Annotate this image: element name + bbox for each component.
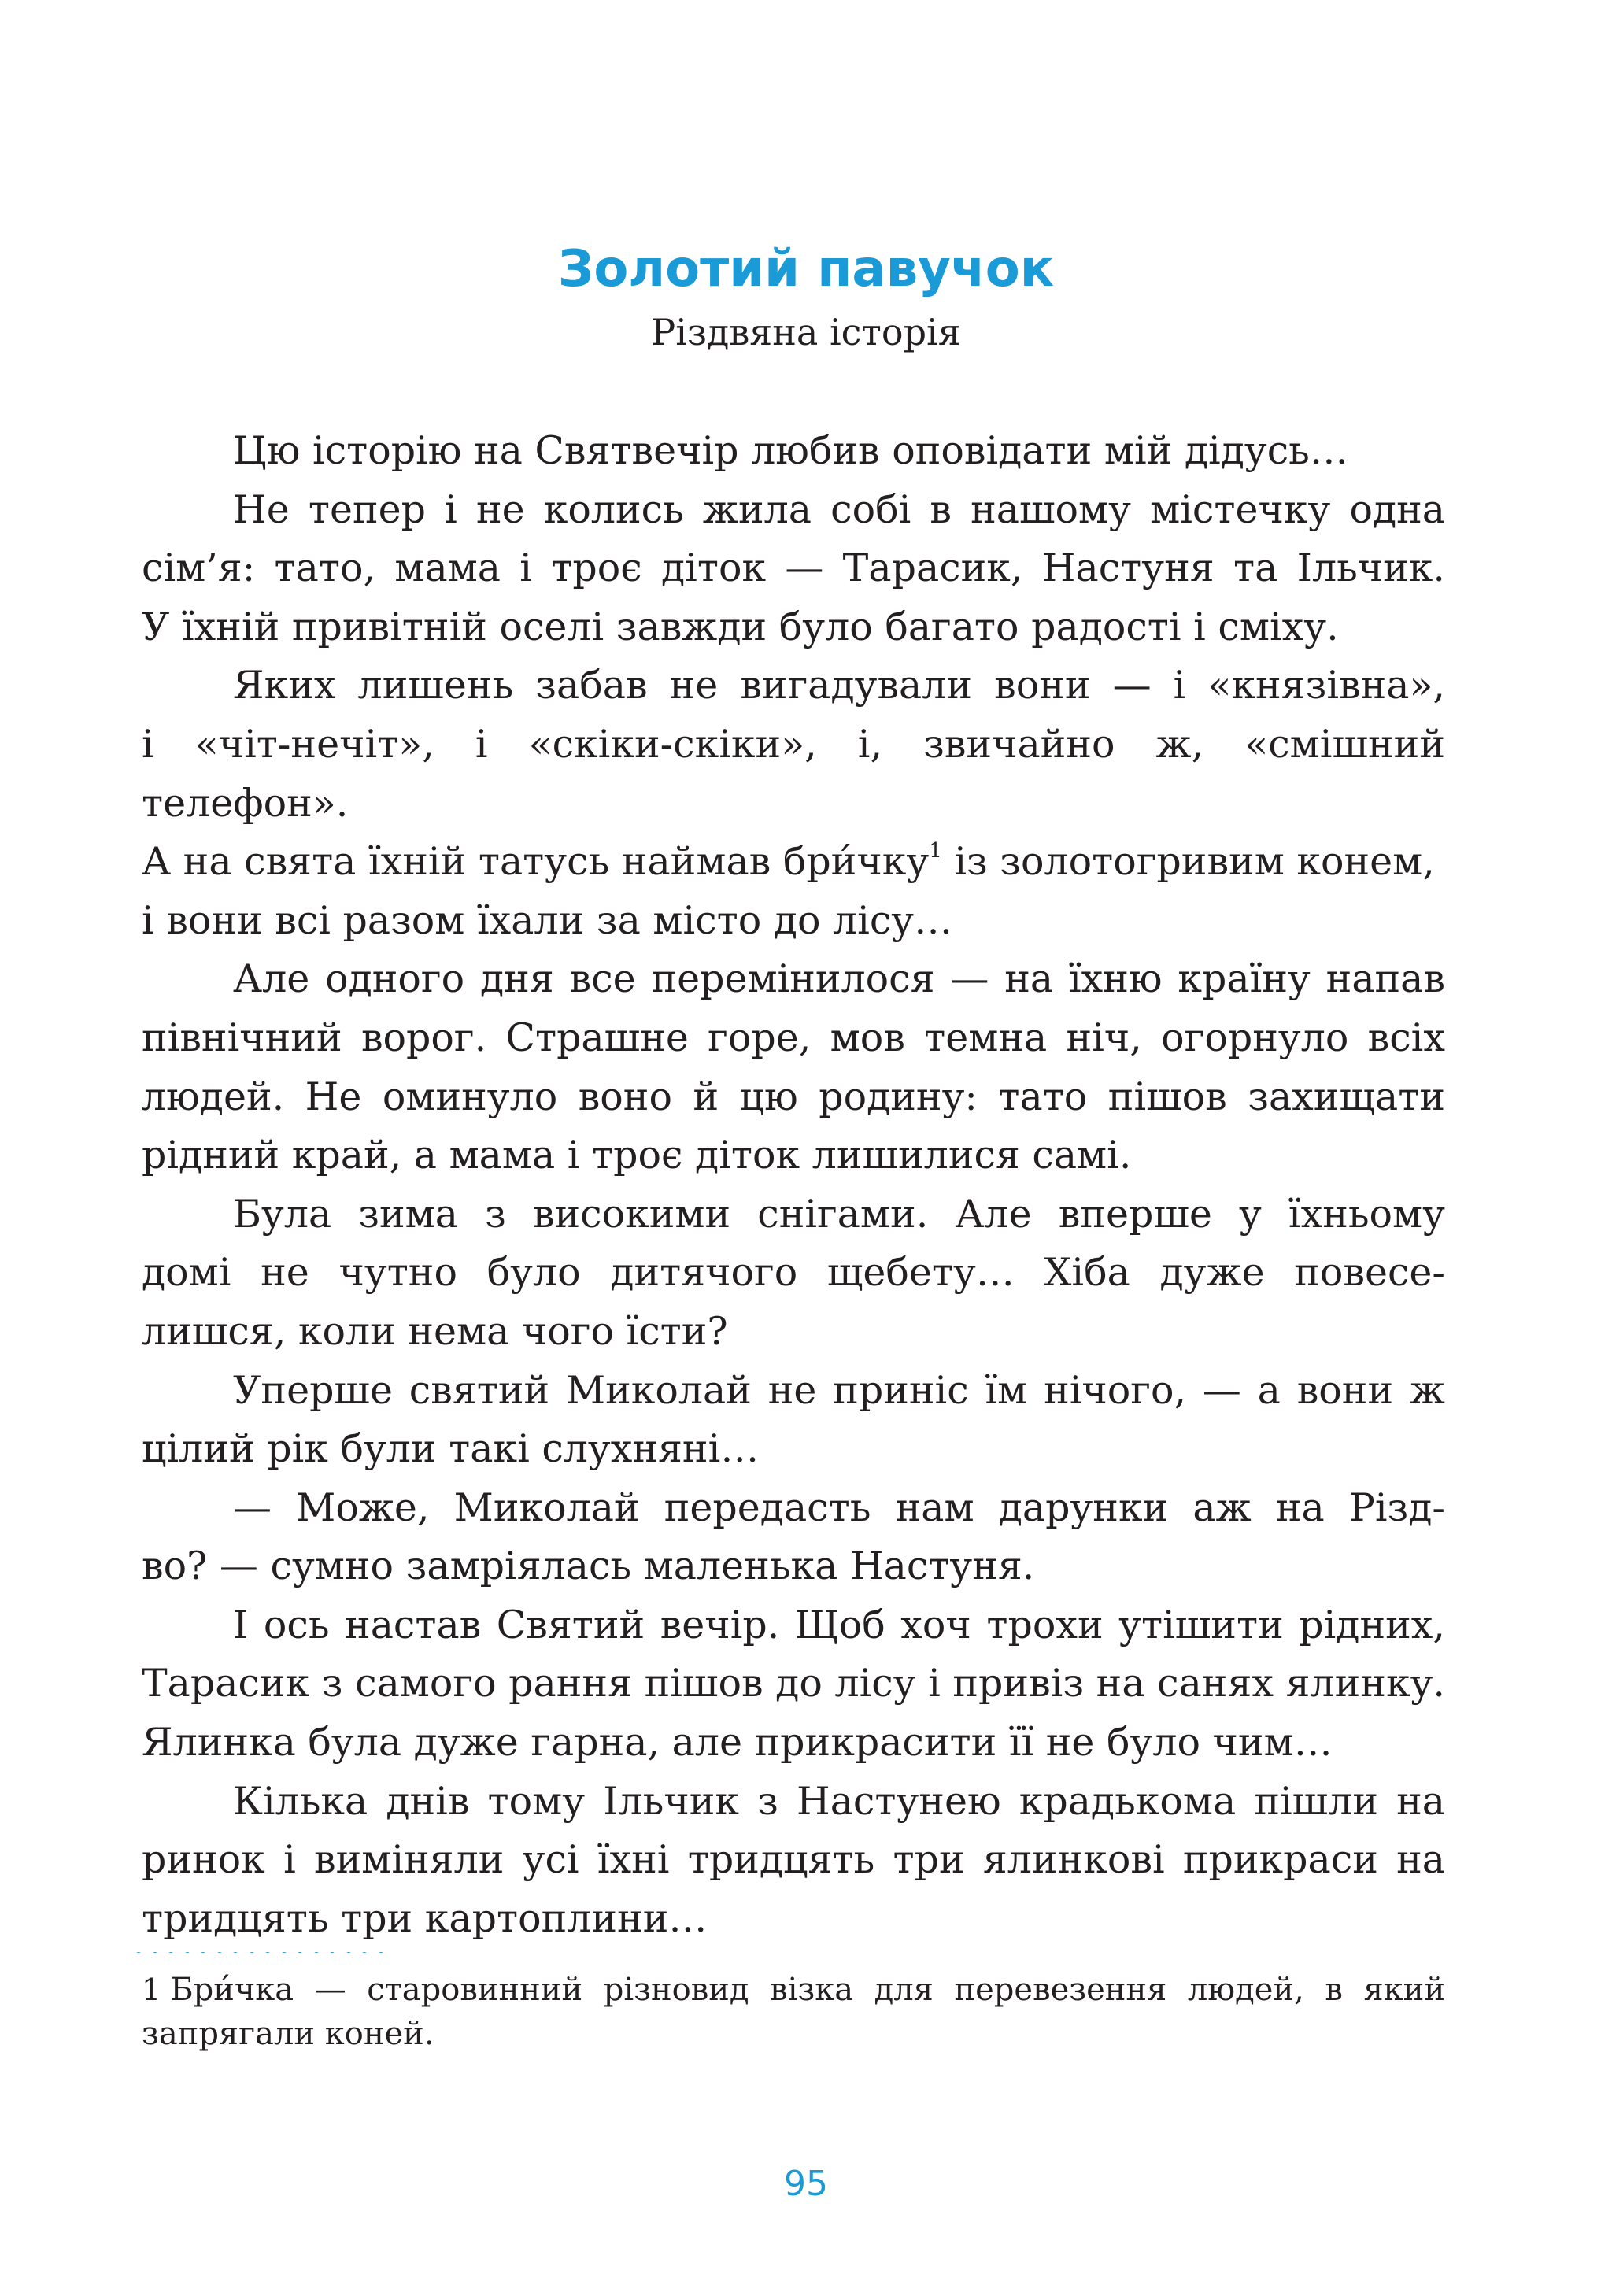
text-line: і «чіт-нечіт», і «скіки-скіки», і, звичайно ж, «смішний телефон». xyxy=(142,721,1445,826)
page-subtitle: Різдвяна історія xyxy=(651,311,961,353)
footnote xyxy=(142,1968,1445,2056)
text-line: Тарасик з самого рання пішов до лісу і привіз на санях ялинку. xyxy=(142,1661,1445,1706)
text-line: тридцять три картоплини… xyxy=(142,1895,708,1941)
page-title: Золотий павучок xyxy=(557,240,1055,298)
paragraph xyxy=(142,1362,1445,1479)
paragraph xyxy=(142,1773,1445,1949)
text-line: Була зима з високими снігами. Але вперше у їхньому xyxy=(233,1191,1445,1237)
story-body xyxy=(142,422,1445,1948)
text-line: Але одного дня все перемінилося — на їхню країну напав xyxy=(233,956,1445,1002)
text-line: во? — сумно замріялась маленька Настуня. xyxy=(142,1544,1035,1589)
footnote-number: 1 xyxy=(142,1972,161,2007)
paragraph xyxy=(142,481,1445,657)
footnote-line xyxy=(142,1968,1445,2012)
text-line: рідний край, а мама і троє діток лишилися самі. xyxy=(142,1133,1132,1178)
paragraph xyxy=(142,1596,1445,1773)
text-line: цілий рік були такі слухняні… xyxy=(142,1426,760,1472)
text-line: і вони всі разом їхали за місто до лісу… xyxy=(142,897,953,943)
text-line: сім’я: тато, мама і троє діток — Тарасик, Настуня та Ільчик. xyxy=(142,545,1445,591)
text-line: лишся, коли нема чого їсти? xyxy=(142,1308,728,1354)
text-segment: А на свята їхній татусь наймав бри́чку xyxy=(142,839,930,885)
text-line: людей. Не оминуло воно й цю родину: тато пішов захищати xyxy=(142,1074,1445,1119)
text-line: Уперше святий Миколай не приніс їм нічого, — а вони ж xyxy=(233,1367,1445,1413)
text-line: — Може, Миколай передасть нам дарунки аж на Різд- xyxy=(233,1484,1445,1530)
text-line: домі не чутно було дитячого щебету… Хіба дуже повесе- xyxy=(142,1250,1445,1296)
footnote-text: Бри́чка — старовинний різновид візка для перевезення людей, в який xyxy=(170,1972,1445,2008)
text-segment: із золотогривим конем, xyxy=(954,839,1435,885)
text-line: Кілька днів тому Ільчик з Настунею крадькома пішли на xyxy=(233,1778,1445,1824)
paragraph xyxy=(142,422,1445,481)
text-line: У їхній привітній оселі завжди було багато радості і сміху. xyxy=(142,604,1339,649)
footnote-divider xyxy=(135,1947,403,1953)
page-number: 95 xyxy=(784,2164,828,2204)
paragraph xyxy=(142,656,1445,950)
paragraph xyxy=(142,1185,1445,1362)
paragraph xyxy=(142,1479,1445,1596)
text-line xyxy=(142,833,1445,892)
footnote-reference: 1 xyxy=(929,839,942,863)
text-line: північний ворог. Страшне горе, мов темна ніч, огорнуло всіх xyxy=(142,1015,1445,1060)
text-line: Яких лишень забав не вигадували вони — і «князівна», xyxy=(233,663,1445,708)
text-line: Цю історію на Святвечір любив оповідати мій дідусь… xyxy=(233,428,1348,473)
text-line: І ось настав Святий вечір. Щоб хоч трохи утішити рідних, xyxy=(233,1602,1445,1647)
text-line: Не тепер і не колись жила собі в нашому містечку одна xyxy=(233,486,1445,532)
text-line: Ялинка була дуже гарна, але прикрасити її не було чим… xyxy=(142,1720,1333,1765)
paragraph xyxy=(142,950,1445,1185)
footnote-line: запрягали коней. xyxy=(142,2016,434,2052)
text-line: ринок і виміняли усі їхні тридцять три ялинкові прикраси на xyxy=(142,1837,1445,1883)
